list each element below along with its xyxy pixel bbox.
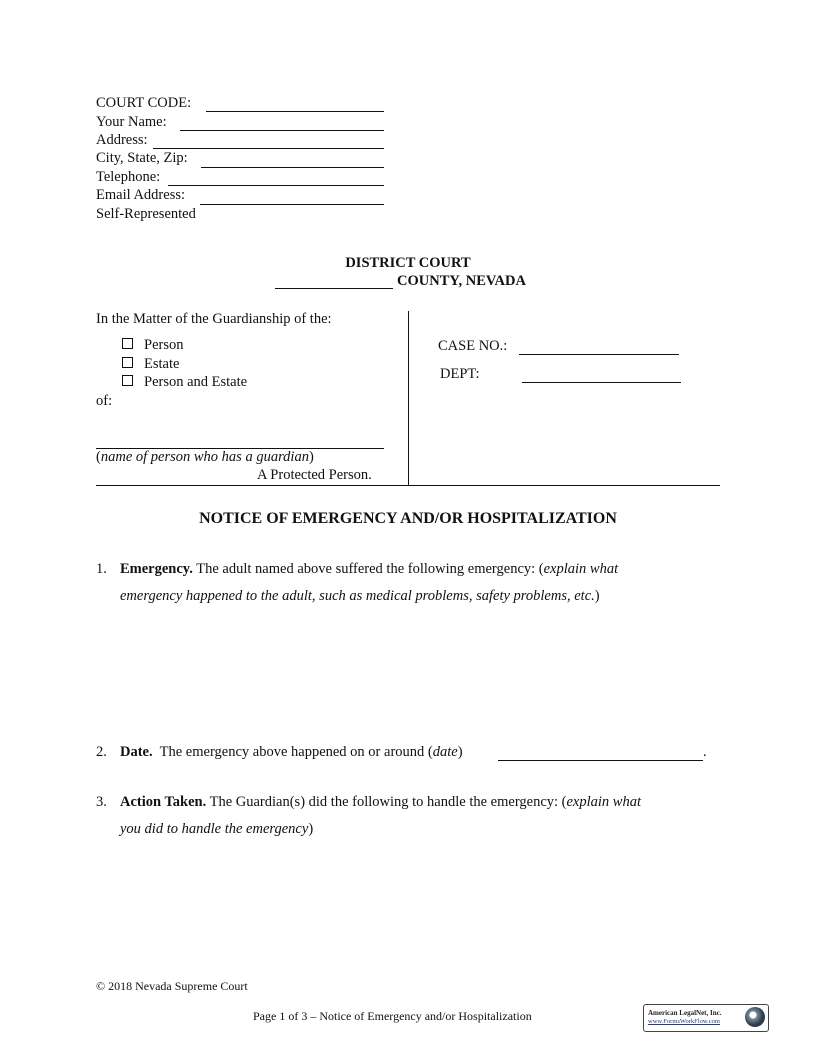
address-label: Address: <box>96 132 148 148</box>
county-state: COUNTY, NEVADA <box>397 273 526 289</box>
item-3-number: 3. <box>96 794 107 810</box>
footer-copyright: © 2018 Nevada Supreme Court <box>96 979 248 993</box>
email-label: Email Address: <box>96 187 186 203</box>
logo-company-name: American LegalNet, Inc. <box>648 1009 722 1017</box>
court-code-label: COURT CODE: <box>96 95 192 111</box>
dept-label: DEPT: <box>440 366 480 382</box>
checkbox-square[interactable] <box>122 338 133 349</box>
item-3-line-2: you did to handle the emergency) <box>120 821 314 837</box>
item-1-response-area[interactable] <box>120 612 720 732</box>
checkbox-person[interactable] <box>122 337 183 354</box>
case-no-field[interactable] <box>519 354 679 355</box>
item-1-number: 1. <box>96 561 107 577</box>
city-state-zip-field[interactable] <box>201 167 384 168</box>
city-state-zip-label: City, State, Zip: <box>96 150 188 166</box>
caption-divider-vertical <box>408 311 409 485</box>
item-1-line-1: Emergency. The adult named above suffered the following emergency: (explain what <box>120 561 619 577</box>
matter-label: In the Matter of the Guardianship of the: <box>96 311 332 327</box>
checkbox-estate[interactable] <box>122 356 179 373</box>
item-1-line-2: emergency happened to the adult, such as medical problems, safety problems, etc.) <box>120 588 600 604</box>
checkbox-person-and-estate[interactable] <box>122 374 247 391</box>
your-name-label: Your Name: <box>96 114 167 130</box>
globe-icon <box>745 1007 765 1027</box>
dept-field[interactable] <box>522 382 681 383</box>
court-name: DISTRICT COURT <box>345 255 471 271</box>
footer-page-info: Page 1 of 3 – Notice of Emergency and/or Hospitalization <box>253 1009 532 1023</box>
of-label: of: <box>96 393 113 409</box>
logo-website: www.FormsWorkFlow.com <box>648 1018 720 1025</box>
self-represented-label: Self-Represented <box>96 206 196 222</box>
item-2-end: . <box>703 744 707 760</box>
telephone-label: Telephone: <box>96 169 161 185</box>
protected-person-label: A Protected Person. <box>257 467 372 483</box>
item-2-number: 2. <box>96 744 107 760</box>
address-field[interactable] <box>153 148 384 149</box>
date-field[interactable] <box>498 760 703 761</box>
item-3-line-1: Action Taken. The Guardian(s) did the following to handle the emergency: (explain what <box>120 794 642 810</box>
forms-workflow-logo <box>643 1004 769 1032</box>
item-2-line: Date. The emergency above happened on or around (date) <box>120 744 463 760</box>
court-code-field[interactable] <box>206 111 384 112</box>
county-field[interactable] <box>275 288 393 289</box>
item-3-response-area[interactable] <box>120 845 720 965</box>
case-no-label: CASE NO.: <box>438 338 508 354</box>
protected-person-hint: (name of person who has a guardian) <box>96 449 314 465</box>
email-field[interactable] <box>200 204 384 205</box>
checkbox-estate-label: Estate <box>144 356 180 372</box>
telephone-field[interactable] <box>168 185 384 186</box>
checkbox-square[interactable] <box>122 357 133 368</box>
checkbox-person-and-estate-label: Person and Estate <box>144 374 248 390</box>
checkbox-person-label: Person <box>144 337 184 353</box>
your-name-field[interactable] <box>180 130 384 131</box>
document-title: NOTICE OF EMERGENCY AND/OR HOSPITALIZATION <box>199 510 617 527</box>
checkbox-square[interactable] <box>122 375 133 386</box>
caption-divider-horizontal <box>96 485 720 486</box>
